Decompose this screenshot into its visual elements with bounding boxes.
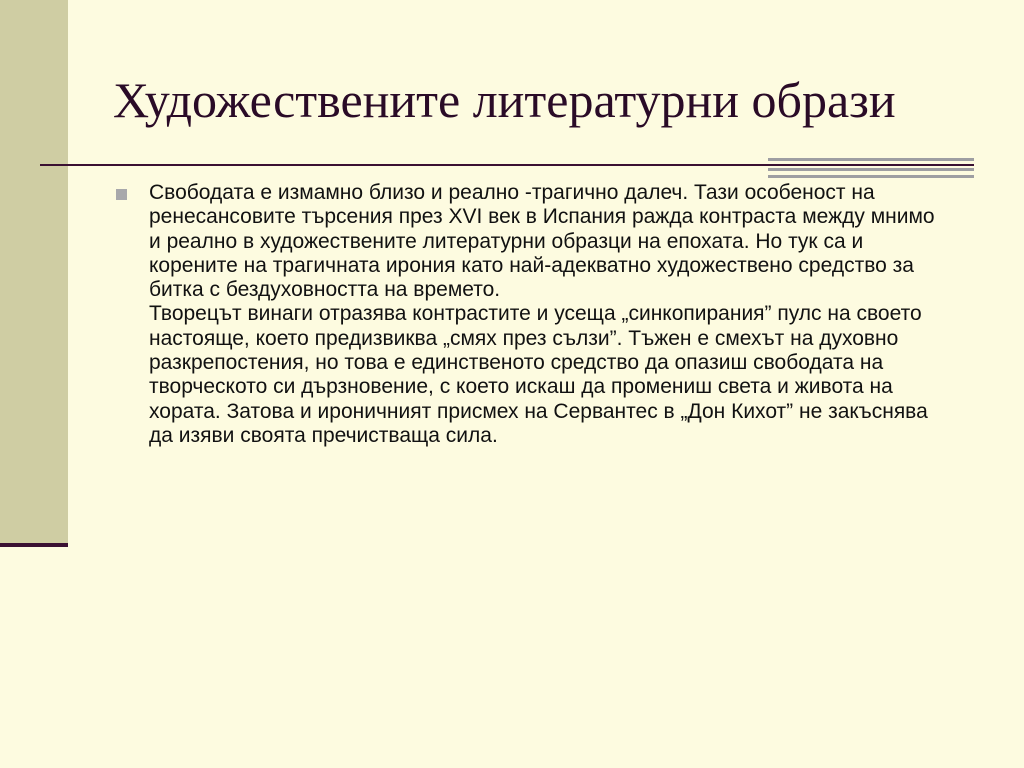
bullet-text: [149, 181, 939, 448]
left-sidebar-bar: [0, 0, 68, 545]
body-paragraph-2: Творецът винаги отразява контрастите и усеща „синкопирания” пулс на своето настояще, което предизвиква „смях през сълзи”. Тъжен е смехът на духовно разкрепостения, но това е единственото средство да опазиш свободата на творческото си дързновение, с което искаш да промениш света и живота на хората. Затова и ироничният присмех на Сервантес в „Дон Кихот” не закъснява да изяви своята пречистваща сила.: [149, 302, 928, 447]
bullet-item: [113, 181, 943, 448]
body-paragraph-1: Свободата е измамно близо и реално -трагично далеч. Тази особеност на ренесансовите търсения през XVI век в Испания ражда контраста между мнимо и реално в художествените литературни образци на епохата. Но тук са и корените на трагичната ирония като най-адекватно художествено средство за битка с бездуховността на времето.: [149, 181, 935, 302]
divider-stripe-bottom: [768, 175, 974, 178]
left-sidebar-underline: [0, 543, 68, 547]
slide-body: [113, 181, 943, 448]
slide-title: Художествените литературни образи: [113, 72, 896, 128]
divider-stripe-top: [768, 158, 974, 161]
divider-stripe-middle: [768, 168, 974, 171]
title-divider-line: [40, 164, 974, 166]
square-bullet-icon: [116, 189, 127, 200]
